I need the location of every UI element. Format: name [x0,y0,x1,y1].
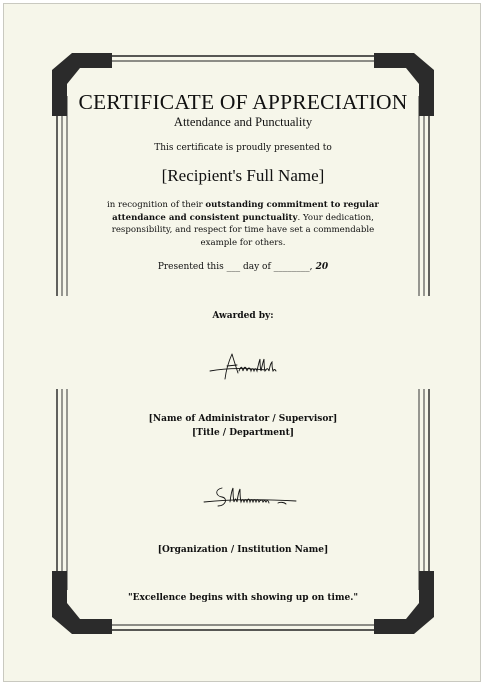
signature-1-image [206,349,292,383]
certificate-title: CERTIFICATE OF APPRECIATION [78,90,408,114]
presented-date-line [4,261,481,273]
recognition-prefix: in recognition of their [107,200,206,210]
administrator-title: [Title / Department] [192,428,294,438]
certificate-subtitle: Attendance and Punctuality [173,115,313,129]
presented-year: 20 [312,262,329,272]
recipient-name: [Recipient's Full Name] [161,166,325,185]
presented-prefix: Presented this ___ day of ________, [157,262,313,272]
closing-quote: "Excellence begins with showing up on time." [127,593,359,603]
intro-text: This certificate is proudly presented to [154,143,332,153]
recognition-text [99,199,387,249]
awarded-by-label: Awarded by: [212,311,274,321]
signature-2-image [200,482,300,512]
certificate-page [3,3,481,682]
certificate-content [4,4,481,682]
recognition-highlight: outstanding commitment to regular attendance and consistent punctuality [112,200,379,223]
administrator-name: [Name of Administrator / Supervisor] [148,414,338,424]
recognition-suffix: . Your dedication, responsibility, and respect for time have set a commendable example for others. [111,212,375,248]
organization-name: [Organization / Institution Name] [157,545,329,555]
